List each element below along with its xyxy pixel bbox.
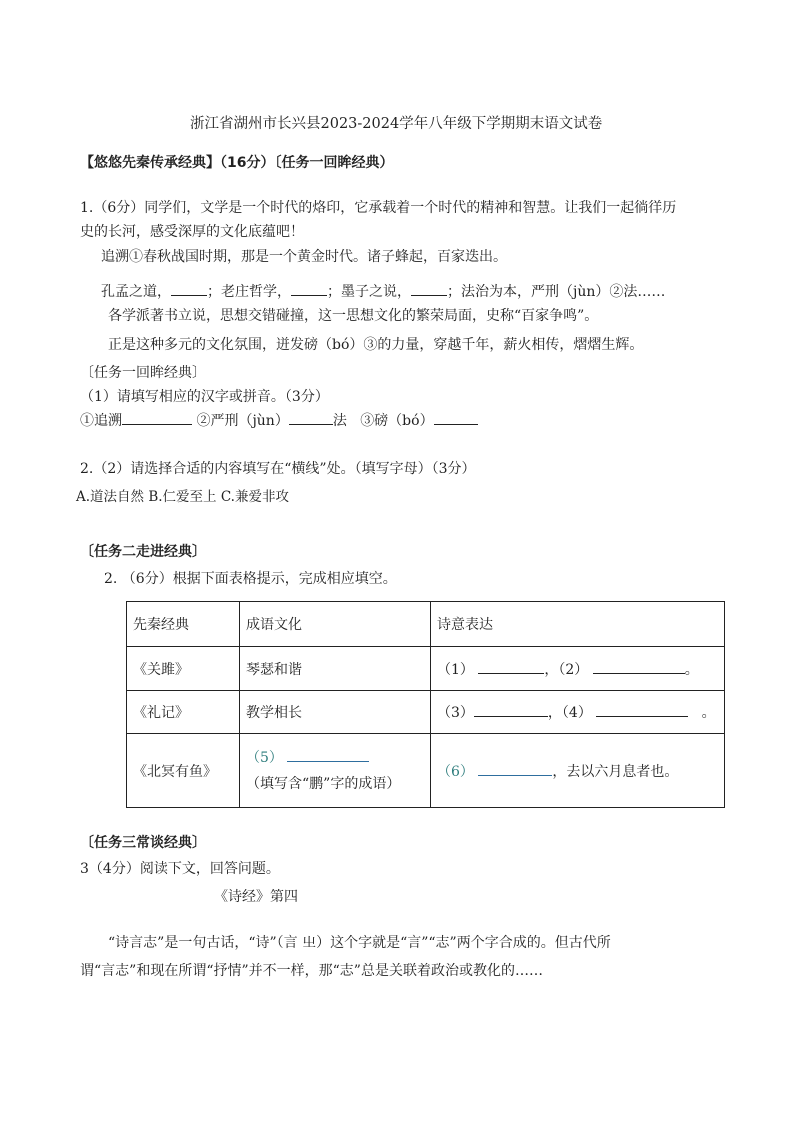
q1-line1: 1.（6分）同学们，文学是一个时代的烙印，它承载着一个时代的精神和智慧。让我们一起徜徉历	[80, 200, 677, 216]
table-cell	[431, 691, 725, 734]
fill-blank-b[interactable]	[289, 410, 333, 425]
passage-line1	[101, 246, 507, 266]
fill-label-b: ②严刑（jùn）	[196, 413, 289, 429]
table-cell	[431, 734, 725, 808]
table-cell: 《北冥有鱼》	[127, 734, 240, 808]
passage-fragment-b: ；老庄哲学，	[207, 284, 291, 300]
q2-options: A.道法自然 B.仁爱至上 C.兼爱非攻	[76, 489, 289, 505]
q1-line2: 史的长河，感受深厚的文化底蕴吧！	[80, 224, 304, 240]
punctuation: 。	[684, 661, 699, 678]
passage-fragment-a: 孔孟之道，	[101, 284, 171, 300]
table-cell: 《礼记》	[127, 691, 240, 734]
fill-row	[80, 410, 478, 430]
table-cell	[431, 647, 725, 691]
table-cell: 《关雎》	[127, 647, 240, 691]
table-header-cell: 诗意表达	[431, 602, 725, 647]
blank-label: （3）	[437, 705, 474, 721]
blank-label: ，（4）	[547, 705, 592, 721]
answer-blank[interactable]	[287, 747, 369, 762]
answer-blank[interactable]	[593, 659, 685, 674]
answer-blank[interactable]	[596, 702, 688, 717]
passage-fragment-d: ；法治为本，严刑（jùn）②法……	[447, 284, 666, 300]
passage-line1-text: 追溯①春秋战国时期，那是一个黄金时代。诸子蜂起，百家迭出。	[101, 249, 507, 265]
section2-question: 2. （6分）根据下面表格提示，完成相应填空。	[104, 571, 397, 587]
blank-label: （1）	[437, 661, 474, 678]
article-line2: 谓“言志”和现在所谓“抒情”并不一样，那“志”总是关联着政治或教化的……	[80, 963, 543, 979]
table-cell: 琴瑟和谐	[240, 647, 431, 691]
article-line1: “诗言志”是一句古话，“诗”（言 㞢）这个字就是“言”“志”两个字合成的。但古代所	[108, 935, 611, 951]
blank-c[interactable]	[411, 281, 447, 296]
blank-a[interactable]	[171, 281, 207, 296]
sub-question-1: （1）请填写相应的汉字或拼音。（3分）	[80, 389, 329, 405]
fill-blank-a[interactable]	[122, 410, 192, 425]
passage-line4: 正是这种多元的文化氛围，迸发磅（bó）③的力量，穿越千年，薪火相传，熠熠生辉。	[108, 337, 644, 353]
answer-blank[interactable]	[478, 761, 552, 776]
table-header-row	[127, 602, 725, 647]
table-row	[127, 734, 725, 808]
classics-table	[126, 601, 725, 808]
table-cell: 教学相长	[240, 691, 431, 734]
table-row	[127, 647, 725, 691]
task-label: 〔任务一回眸经典〕	[80, 365, 206, 381]
fill-label-b2: 法	[332, 413, 347, 429]
page-title: 浙江省湖州市长兴县2023-2024学年八年级下学期期末语文试卷	[190, 116, 603, 132]
article-title: 《诗经》第四	[214, 889, 298, 905]
table-header-cell: 成语文化	[240, 602, 431, 647]
table-header-cell: 先秦经典	[127, 602, 240, 647]
punctuation: 。	[701, 705, 716, 721]
section3-question: 3（4分）阅读下文，回答问题。	[80, 861, 280, 877]
hint-text: （填写含“鹏”字的成语）	[246, 775, 401, 792]
passage-line3: 各学派著书立说，思想交错碰撞，这一思想文化的繁荣局面，史称“百家争鸣”。	[108, 308, 599, 324]
blank-label: （6）	[437, 763, 474, 780]
table-row	[127, 691, 725, 734]
fill-label-c: ③磅（bó）	[360, 413, 434, 429]
q2-line: 2.（2）请选择合适的内容填写在“横线”处。（填写字母）（3分）	[80, 461, 476, 477]
fill-blank-c[interactable]	[434, 410, 478, 425]
blank-b[interactable]	[291, 281, 327, 296]
table-cell	[240, 734, 431, 808]
answer-blank[interactable]	[478, 659, 544, 674]
section1-header: 【悠悠先秦传承经典】（16分）〔任务一回眸经典）	[80, 155, 394, 171]
blank-label: （5）	[246, 749, 283, 766]
section3-header: 〔任务三常谈经典〕	[80, 835, 206, 851]
passage-fragment-c: ；墨子之说，	[327, 284, 411, 300]
blank-label: ，（2）	[544, 661, 589, 678]
fill-label-a: ①追溯	[80, 413, 122, 429]
passage-line2	[101, 281, 665, 301]
poem-text: ，去以六月息者也。	[552, 763, 679, 780]
section2-header: 〔任务二走进经典〕	[80, 544, 206, 560]
answer-blank[interactable]	[474, 702, 548, 717]
